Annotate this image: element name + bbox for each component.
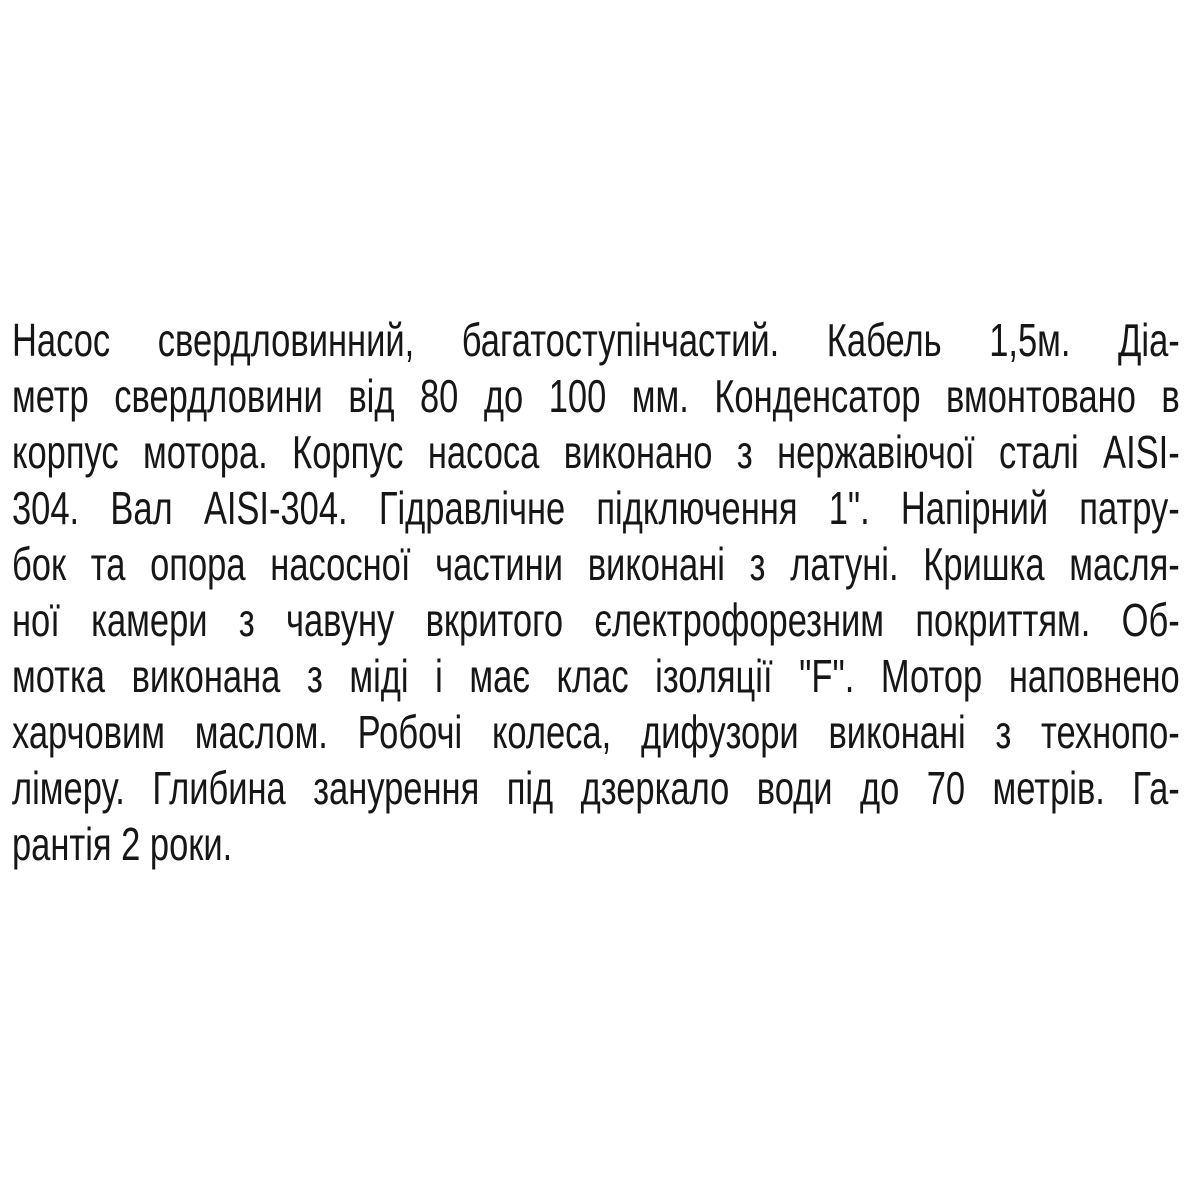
product-description [12, 312, 1180, 872]
description-line-last: рантія 2 роки. [12, 818, 233, 870]
description-line: ної камери з чавуну вкритого єлектрофорезним покриттям. Об- [12, 594, 1180, 646]
description-line: мотка виконана з міді і має клас ізоляції "F". Мотор наповнено [12, 650, 1180, 702]
description-line: метр свердловини від 80 до 100 мм. Конденсатор вмонтовано в [12, 370, 1180, 422]
description-line: лімеру. Глибина занурення під дзеркало води до 70 метрів. Га- [12, 762, 1180, 814]
description-line: харчовим маслом. Робочі колеса, дифузори виконані з технопо- [12, 706, 1180, 758]
description-line: бок та опора насосної частини виконані з латуні. Кришка масля- [12, 538, 1180, 590]
description-line: Насос свердловинний, багатоступінчастий. Кабель 1,5м. Діа- [12, 314, 1180, 366]
description-line: корпус мотора. Корпус насоса виконано з нержавіючої сталі AISI- [12, 426, 1180, 478]
description-line: 304. Вал AISI-304. Гідравлічне підключення 1". Напірний патру- [12, 482, 1180, 534]
